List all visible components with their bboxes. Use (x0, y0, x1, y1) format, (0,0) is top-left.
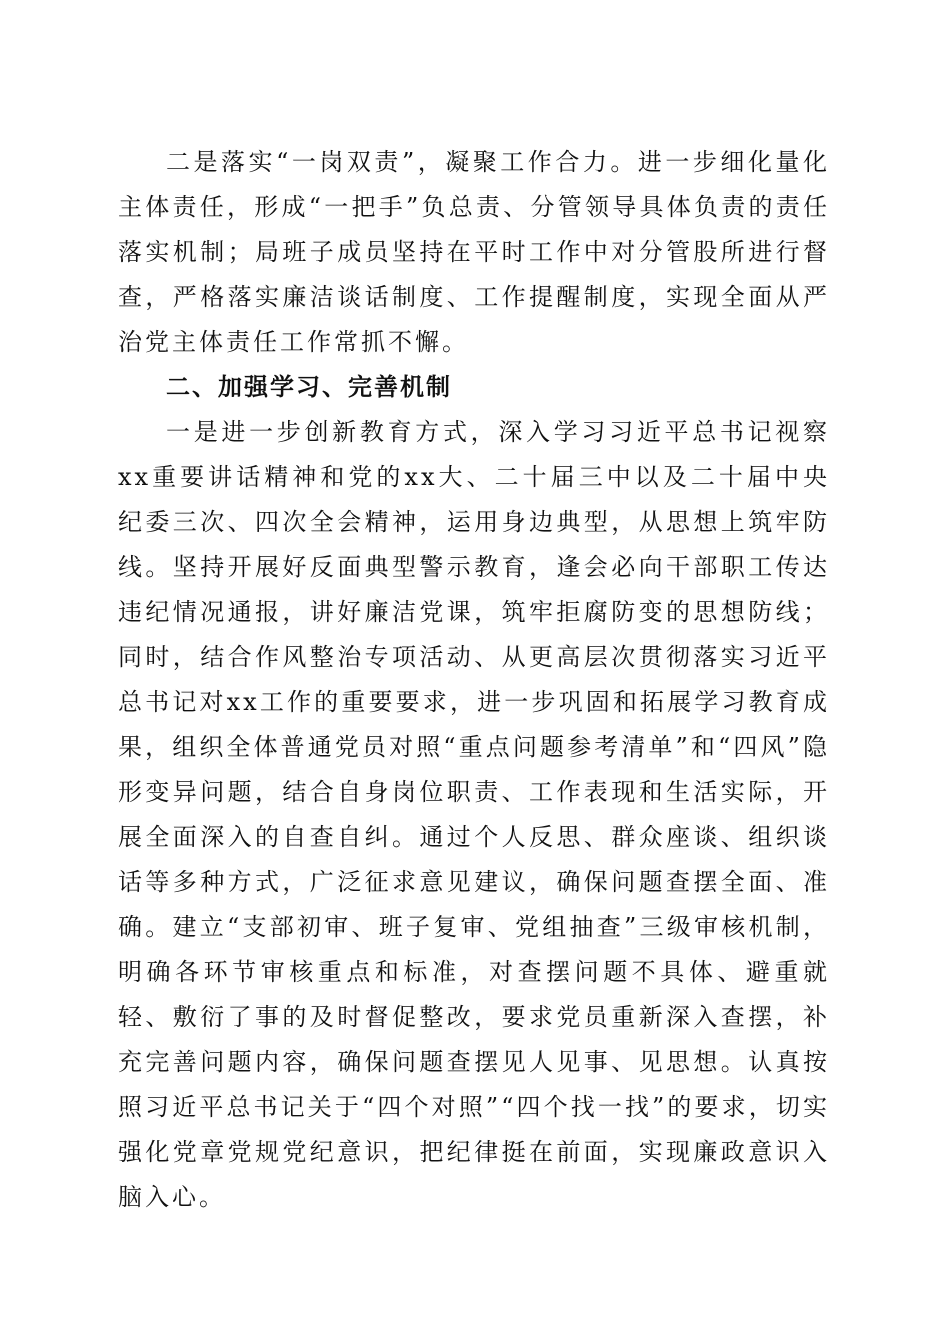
paragraph-one-post-two-duties: 二是落实“一岗双责”，凝聚工作合力。进一步细化量化主体责任，形成“一把手”负总责、分管领导具体负责的责任落实机制；局班子成员坚持在平时工作中对分管股所进行督查，严格落实廉洁谈话制度、工作提醒制度，实现全面从严治党主体责任工作常抓不懈。 (118, 148, 830, 356)
paragraph-innovate-education: 一是进一步创新教育方式，深入学习习近平总书记视察xx重要讲话精神和党的xx大、二十届三中以及二十届中央纪委三次、四次全会精神，运用身边典型，从思想上筑牢防线。坚持开展好反面典型警示教育，逢会必向干部职工传达违纪情况通报，讲好廉洁党课，筑牢拒腐防变的思想防线；同时，结合作风整治专项活动、从更高层次贯彻落实习近平总书记对xx工作的重要要求，进一步巩固和拓展学习教育成果，组织全体普通党员对照“重点问题参考清单”和“四风”隐形变异问题，结合自身岗位职责、工作表现和生活实际，开展全面深入的自查自纠。通过个人反思、群众座谈、组织谈话等多种方式，广泛征求意见建议，确保问题查摆全面、准确。建立“支部初审、班子复审、党组抽查”三级审核机制，明确各环节审核重点和标准，对查摆问题不具体、避重就轻、敷衍了事的及时督促整改，要求党员重新深入查摆，补充完善问题内容，确保问题查摆见人见事、见思想。认真按照习近平总书记关于“四个对照”“四个找一找”的要求，切实强化党章党规党纪意识，把纪律挺在前面，实现廉政意识入脑入心。 (118, 418, 830, 1211)
document-body (118, 140, 830, 1220)
section-heading-strengthen-learning: 二、加强学习、完善机制 (166, 373, 452, 401)
